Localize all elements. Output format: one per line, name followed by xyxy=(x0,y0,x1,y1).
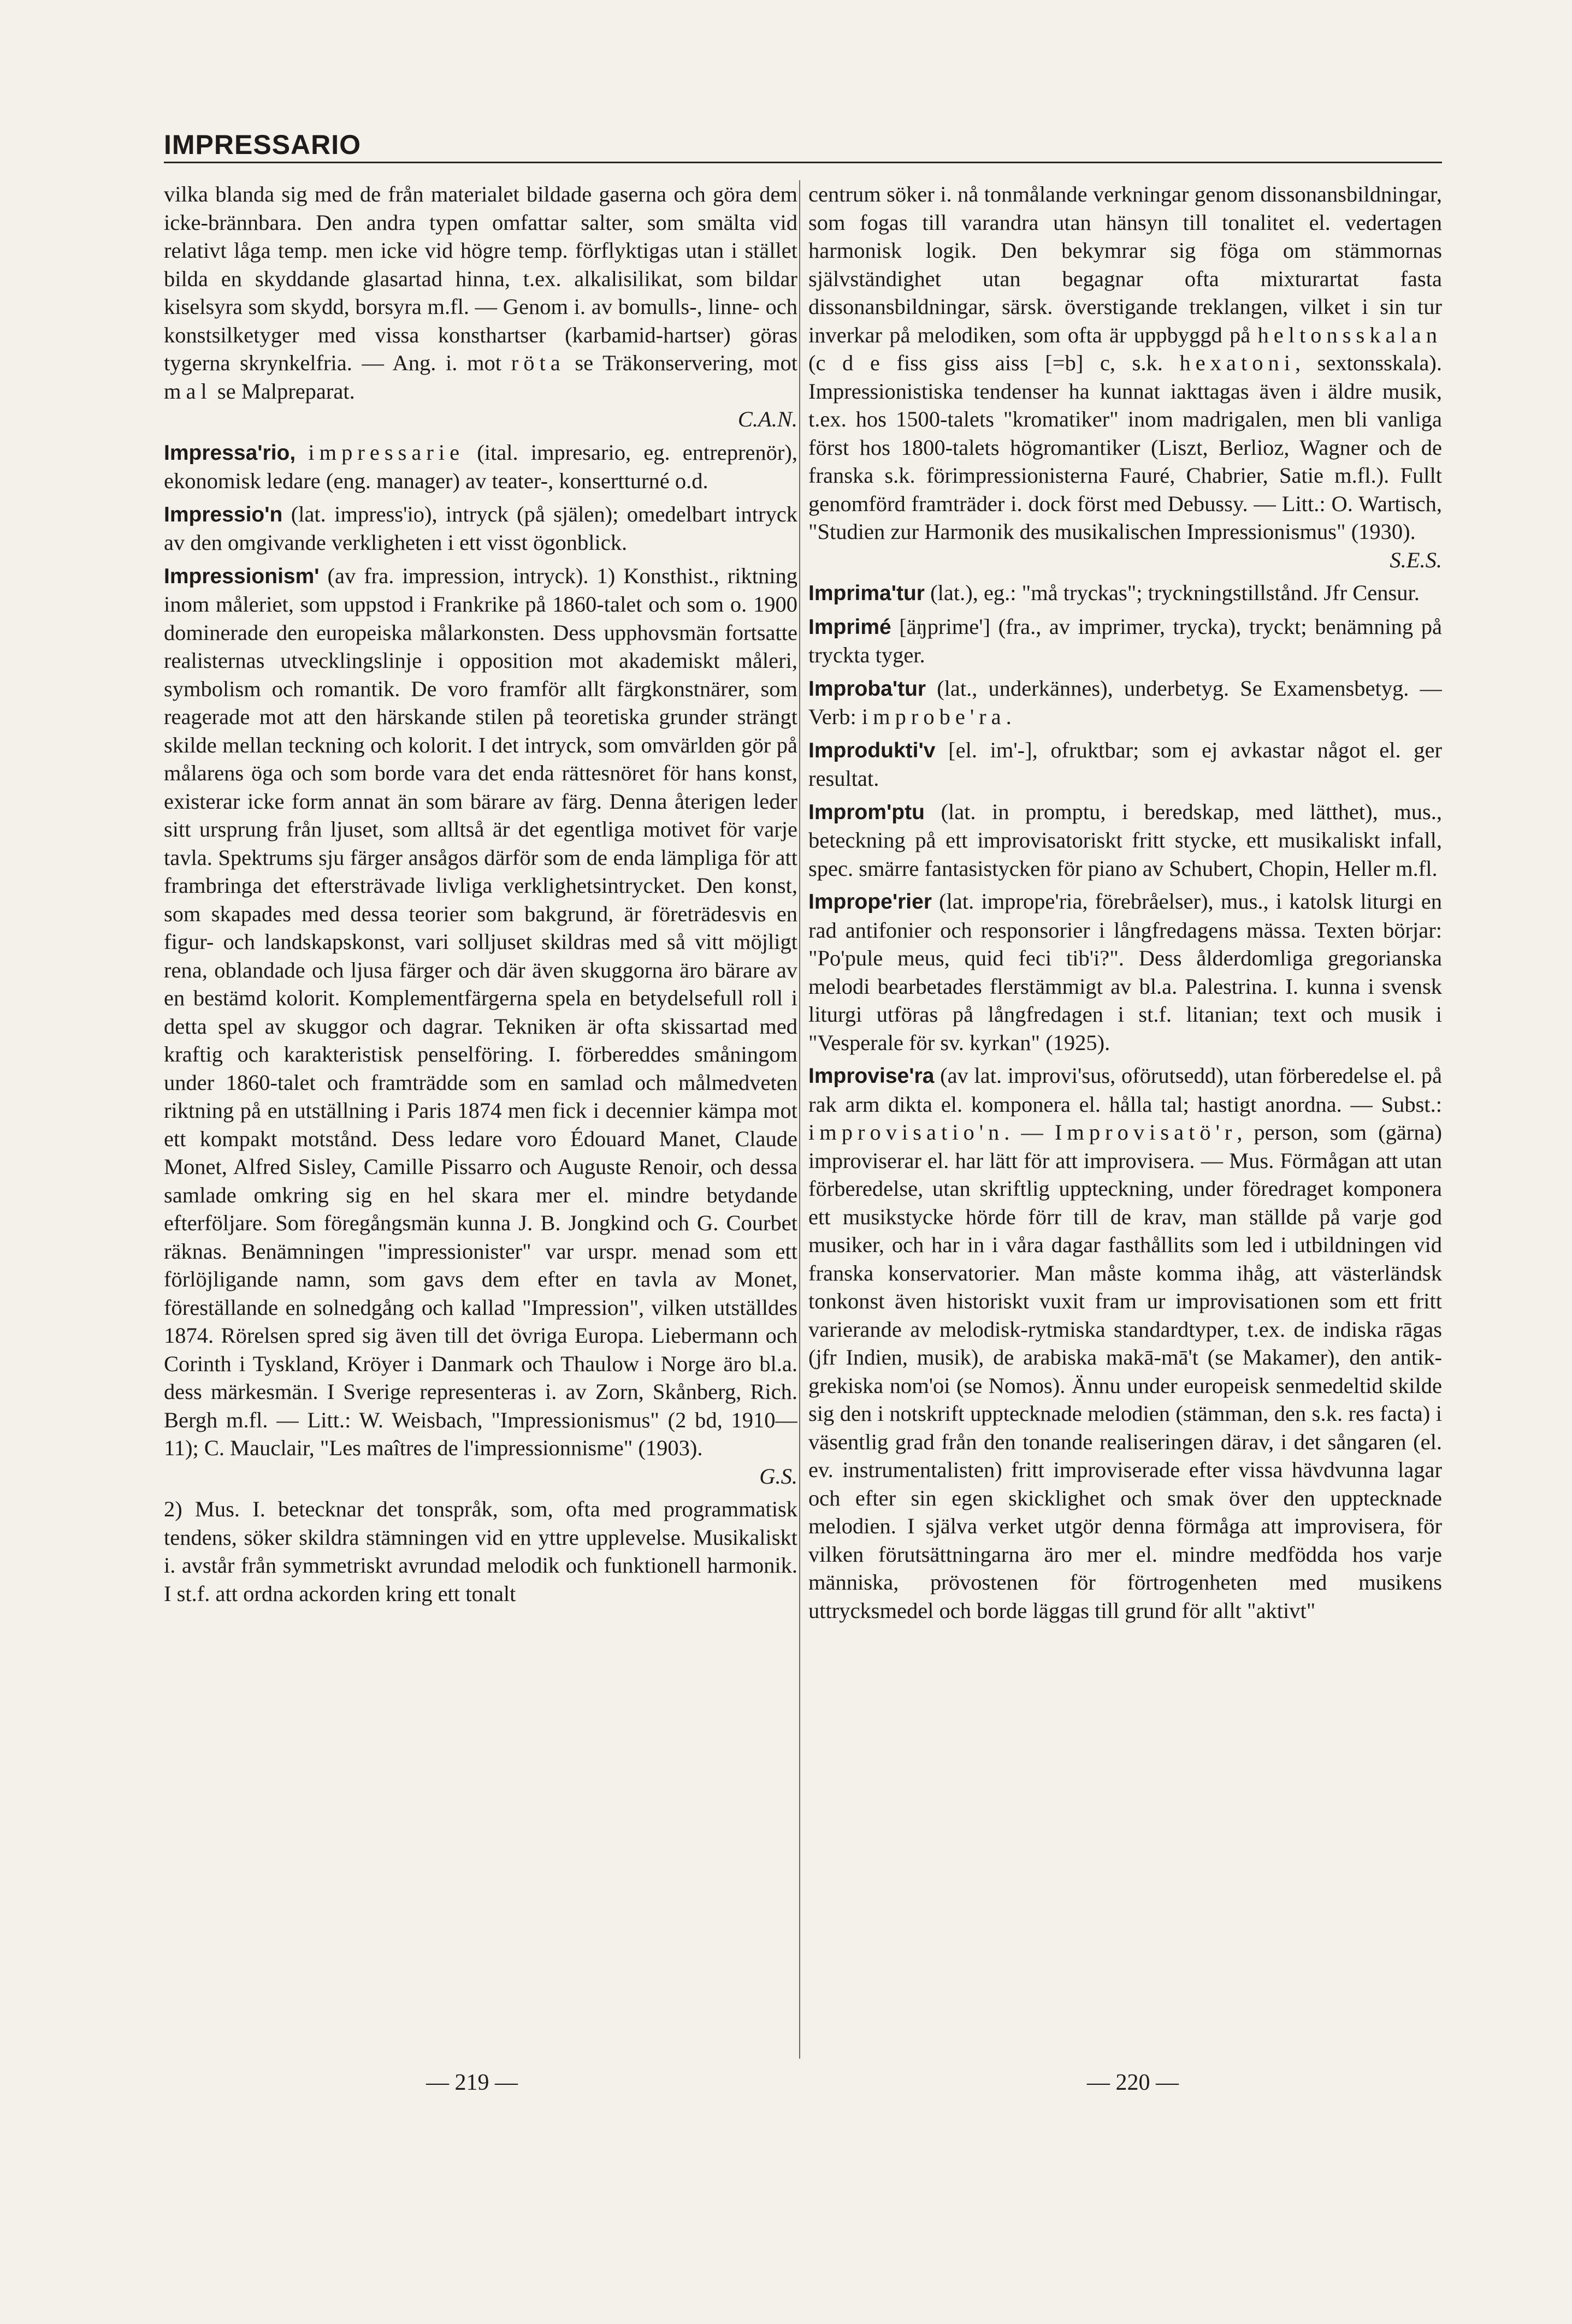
spaced-term: Improvisatö'r xyxy=(1054,1120,1237,1145)
entry-text: [el. im'-], ofruktbar; som ej avkastar något el. ger resultat. xyxy=(808,737,1442,791)
entry-text: centrum söker i. nå tonmålande verkningar genom dissonansbildningar, som fogas till varandra utan hänsyn till tonalitet el. vedertagen harmonisk logik. Den bekymrar sig föga om stämmornas självständighet utan begagnar ofta mixturartat fasta dissonansbildningar, särsk. överstigande treklangen, vilket i sin tur inverkar på melodiken, som ofta är uppbyggd på xyxy=(808,182,1442,347)
header-rule xyxy=(164,162,1442,163)
author-signature: S.E.S. xyxy=(1390,547,1442,572)
right-column xyxy=(808,180,1442,2053)
continued-entry xyxy=(164,180,797,434)
entry-improperier xyxy=(808,887,1442,1057)
spaced-term: improbe'ra xyxy=(861,704,1006,729)
entry-impromptu xyxy=(808,798,1442,883)
entry-imprime xyxy=(808,613,1442,669)
continued-entry xyxy=(808,180,1442,574)
entry-text: (ital. impresario, eg. entreprenör), ekonomisk ledare (eng. manager) av teater-, konsertturné o.d. xyxy=(164,440,797,493)
spaced-term: mal xyxy=(164,378,212,404)
left-column xyxy=(164,180,797,2053)
entry-text: . — xyxy=(1004,1120,1055,1145)
entry-impressionism-music xyxy=(164,1495,797,1608)
lemma: Improvise'ra xyxy=(808,1064,935,1088)
entry-text: se Träkonservering, mot xyxy=(565,351,797,375)
entry-text: vilka blanda sig med de från materialet bildade gaserna och göra dem icke-brännbara. Den andra typen omfattar salter, som smälta vid relativt låga temp. men icke vid högre temp. förflyktigas utan i stället bilda en skyddande glasartad hinna, t.ex. alkalisilikat, som bildar kiselsyra som skydd, borsyra m.fl. — Genom i. av bomulls-, linne- och konstsilketyger med vissa konsthartser (karbamid-hartser) göras tygerna skrynkelfria. — Ang. i. mot xyxy=(164,182,797,375)
entry-improbatur xyxy=(808,674,1442,731)
spaced-term: heltonsskalan xyxy=(1257,322,1442,347)
column-divider xyxy=(799,180,800,2059)
entry-text: (lat. impress'io), intryck (på själen); omedelbart intryck av den omgivande verkligheten i ett visst ögonblick. xyxy=(164,501,797,555)
entry-text: (lat., underkännes), underbetyg. Se Examensbetyg. — Verb: xyxy=(808,675,1442,729)
spaced-term: röta xyxy=(511,351,565,375)
entry-text: . xyxy=(1006,704,1012,729)
entry-text: (lat. in promptu, i beredskap, med lätthet), mus., beteckning på ett improvisatoriskt fritt stycke, ett musikaliskt infall, spec. smärre fantasistycken för piano av Schubert, Chopin, Heller m.fl. xyxy=(808,799,1442,881)
entry-improduktiv xyxy=(808,736,1442,793)
entry-text: [äŋprime'] (fra., av imprimer, trycka), tryckt; benämning på tryckta tyger. xyxy=(808,614,1442,667)
lemma: Impressio'n xyxy=(164,502,283,526)
lemma: Imprope'rier xyxy=(808,890,932,914)
spaced-term: improvisatio'n xyxy=(808,1120,1004,1145)
lemma: Improm'ptu xyxy=(808,800,925,824)
spaced-term: impressarie xyxy=(308,440,465,465)
lemma: Imprima'tur xyxy=(808,582,925,605)
entry-text: (lat.), eg.: "må tryckas"; tryckningstillstånd. Jfr Censur. xyxy=(924,580,1420,605)
lemma: Imprimé xyxy=(808,615,891,639)
running-header: IMPRESSARIO xyxy=(164,129,362,160)
lemma: Impressionism' xyxy=(164,564,320,588)
entry-impressario xyxy=(164,438,797,495)
page-number-left: — 219 — xyxy=(426,2070,518,2095)
lemma: Improdukti'v xyxy=(808,738,936,762)
entry-impressionism xyxy=(164,562,797,1491)
entry-text: (av lat. improvi'sus, oförutsedd), utan förberedelse el. på rak arm dikta el. komponera el. hålla tal; hastigt anordna. — Subst.: xyxy=(808,1063,1442,1117)
entry-impressio xyxy=(164,500,797,557)
spaced-term: hexatoni xyxy=(1179,351,1295,375)
lemma: Impressa'rio, xyxy=(164,441,296,465)
entry-text: , sextonsskala). Impressionistiska tendenser ha kunnat iakttagas även i äldre musik, t.ex. hos 1500-talets "kromatiker" inom madrigalen, men bli vanliga först hos 1800-talets högromantiker (Liszt, Berlioz, Wagner och de franska s.k. förimpressionisterna Fauré, Chabrier, Satie m.fl.). Fullt genomförd framträder i. dock först med Debussy. — Litt.: O. Wartisch, "Studien zur Harmonik des musikalischen Impressionismus" (1930). xyxy=(808,351,1442,544)
entry-improvisera xyxy=(808,1062,1442,1625)
author-signature: G.S. xyxy=(759,1463,797,1489)
entry-text: (c d e fiss giss aiss [=b] c, s.k. xyxy=(808,351,1180,375)
entry-imprimatur xyxy=(808,579,1442,608)
entry-text: (lat. imprope'ria, förebråelser), mus., i katolsk liturgi en rad antifonier och responsorier i långfredagens mässa. Texten börjar: "Po'pule meus, quid feci tib'i?". Dess ålderdomliga gregorianska melodi bearbetades flerstämmigt av bl.a. Palestrina. I. kunna i svensk liturgi utföras på långfredagen i st.f. litanian; text och musik i "Vesperale för sv. kyrkan" (1925). xyxy=(808,889,1442,1055)
author-signature: C.A.N. xyxy=(737,407,797,431)
lemma: Improba'tur xyxy=(808,677,926,701)
entry-text: (av fra. impression, intryck). 1) Konsthist., riktning inom måleriet, som uppstod i Frankrike på 1860-talet och som o. 1900 dominerade den europeiska målarkonsten. Dess upphovsmän fortsatte realisternas utvecklingslinje i opposition mot akademiskt måleri, symbolism och romantik. De voro framför allt färgkonstnärer, som reagerade mot att den härskande stilen på teoretiska grunder strängt skilde mellan teckning och kolorit. I det intryck, som omvärlden gör på målarens öga och som borde vara det enda rättesnöret för hans konst, existerar icke form annat än som bärare av färg. Denna återigen leder sitt ursprung från ljuset, som alltså är det egentliga motivet för varje tavla. Spektrums sju färger ansågos därför som de enda lämpliga för att frambringa det eftersträvade livliga verklighetsintrycket. Den konst, som skapades med dessa teorier som bakgrund, är företrädesvis en figur- och landskapskonst, vari solljuset skildras med så vitt möjligt rena, oblandade och ljusa färger och där även skuggorna äro bärare av en bestämd kolorit. Komplementfärgerna spela en betydelsefull roll i detta spel av skuggor och dagrar. Tekniken är ofta skissartad med kraftig och karakteristisk penselföring. I. förbereddes småningom under 1860-talet och framträdde som en samlad och målmedveten riktning på en utställning i Paris 1874 men fick i decennier kämpa mot ett kompakt motstånd. Dess ledare voro Édouard Manet, Claude Monet, Alfred Sisley, Camille Pissarro och Auguste Renoir, och dessa samlade omkring sig en hel skara mer el. mindre betydande efterföljare. Som föregångsmän kunna J. B. Jongkind och G. Courbet räknas. Benämningen "impressionister" var urspr. menad som ett förlöjligande namn, som gavs dem efter en tavla av Monet, föreställande en solnedgång och kallad "Impression", vilken utställdes 1874. Rörelsen spred sig även till det övriga Europa. Liebermann och Corinth i Tyskland, Kröyer i Danmark och Thaulow i Norge äro bl.a. dess märkesmän. I Sverige representeras i. av Zorn, Skånberg, Rich. Bergh m.fl. — Litt.: W. Weisbach, "Impressionismus" (2 bd, 1910—11); C. Mauclair, "Les maîtres de l'impressionnisme" (1903). xyxy=(164,563,797,1460)
page-number-right: — 220 — xyxy=(1087,2070,1179,2095)
entry-text: se Malpreparat. xyxy=(211,378,355,404)
entry-text: 2) Mus. I. betecknar det tonspråk, som, ofta med programmatisk tendens, söker skildra stämningen vid en yttre upplevelse. Musikaliskt i. avstår från symmetriskt avrundad melodik och funktionell harmonik. I st.f. att ordna ackorden kring ett tonalt xyxy=(164,1497,797,1606)
entry-text: , person, som (gärna) improviserar el. har lätt för att improvisera. — Mus. Förmågan att utan förberedelse, utan skriftlig uppteckning, under föredraget komponera ett musikstycke hörde förr till de krav, man ställde på varje god musiker, och har in i våra dagar fasthållits som led i utbildningen vid franska konservatorier. Man måste komma ihåg, att västerländsk tonkonst även historiskt vuxit fram ur improvisationen som ett fritt varierande av melodisk-rytmiska standardtyper, t.ex. de indiska rāgas (jfr Indien, musik), de arabiska makā-mā't (se Makamer), den antik-grekiska nom'oi (se Nomos). Ännu under europeisk senmedeltid skilde sig den i notskrift upptecknade melodien (stämman, den s.k. res facta) i väsentlig grad från den tonande realiseringen därav, i det sångaren (el. ev. instrumentalisten) fritt improviserade efter vissa hävdvunna lagar och efter sin egen skicklighet och smak över den upptecknade melodien. I själva verket utgör denna förmåga att improvisera, för vilken förutsättningarna äro mer el. mindre medfödda hos varje människa, prövostenen för förtrogenheten med musikens uttrycksmedel och borde läggas till grund för allt "aktivt" xyxy=(808,1120,1442,1623)
